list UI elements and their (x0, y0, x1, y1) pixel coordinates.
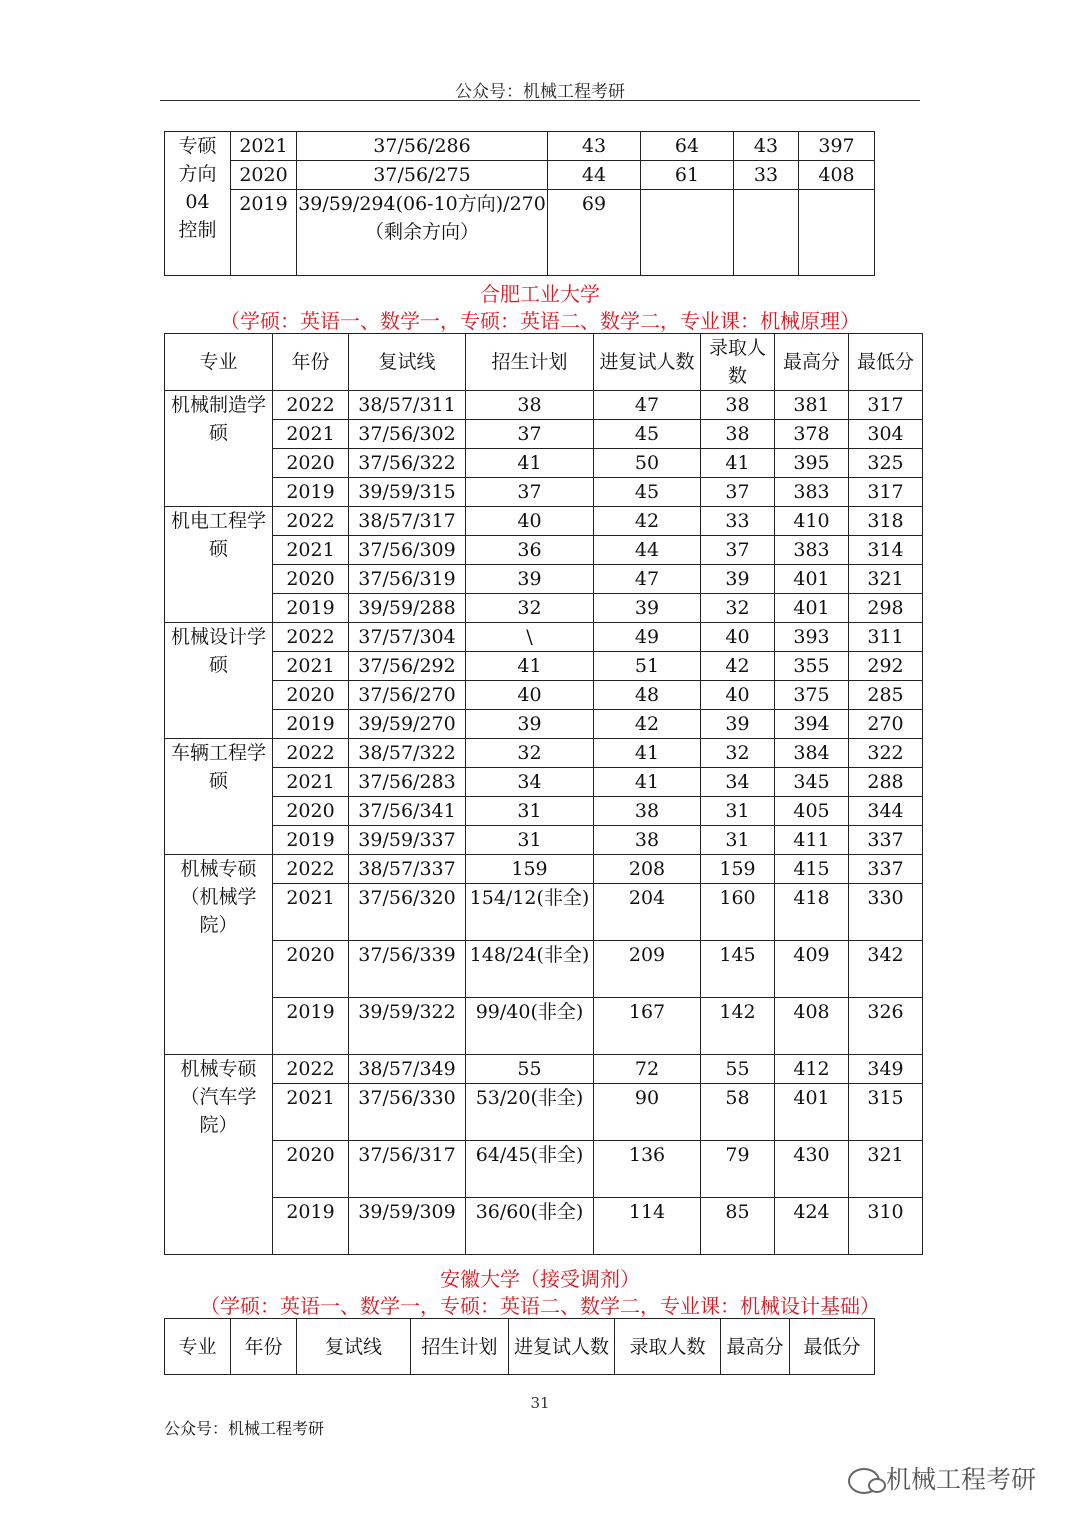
table-cell: 394 (775, 710, 849, 739)
table-cell: 37/56/286 (297, 132, 548, 161)
table-cell: 408 (775, 998, 849, 1055)
header-cell: 录取人数 (701, 334, 775, 391)
table-cell: 270 (849, 710, 923, 739)
header-cell: 专业 (165, 1319, 231, 1375)
table-cell: 349 (849, 1055, 923, 1084)
table-row (165, 507, 923, 536)
table-cell: 411 (775, 826, 849, 855)
table-cell: 39 (701, 565, 775, 594)
table-cell: 418 (775, 884, 849, 941)
table-cell: 37/56/339 (349, 941, 466, 998)
table-cell: 31 (701, 797, 775, 826)
table-cell: 38/57/322 (349, 739, 466, 768)
table-cell: 298 (849, 594, 923, 623)
table-cell: 50 (594, 449, 701, 478)
table-cell: 2021 (273, 420, 349, 449)
table-cell: 145 (701, 941, 775, 998)
table-cell: 2019 (273, 478, 349, 507)
table-cell: 330 (849, 884, 923, 941)
table-cell: 2019 (231, 190, 297, 276)
table-cell: 142 (701, 998, 775, 1055)
table-row (165, 710, 923, 739)
table-cell: 37/57/304 (349, 623, 466, 652)
table-cell: 32 (466, 739, 594, 768)
table-cell: 395 (775, 449, 849, 478)
table-row (165, 826, 923, 855)
header-cell: 年份 (231, 1319, 297, 1375)
header-cell: 最低分 (790, 1319, 875, 1375)
table-cell: 424 (775, 1198, 849, 1255)
table-cell: 36/60(非全) (466, 1198, 594, 1255)
table-cell: 2019 (273, 998, 349, 1055)
header-rule (160, 100, 920, 101)
table-cell: 37/56/283 (349, 768, 466, 797)
major-cell: 机械专硕（机械学院） (165, 855, 273, 1055)
table-cell: 2021 (273, 536, 349, 565)
top-table (164, 131, 875, 276)
table-cell: 159 (466, 855, 594, 884)
table-cell: 41 (466, 449, 594, 478)
table-cell: 2020 (231, 161, 297, 190)
table-cell: 405 (775, 797, 849, 826)
table-cell: 79 (701, 1141, 775, 1198)
table-cell: 2022 (273, 1055, 349, 1084)
table-cell: 2019 (273, 1198, 349, 1255)
major-label-line: 控制 (178, 219, 217, 241)
table-cell: 2021 (273, 1084, 349, 1141)
table-cell: 397 (799, 132, 875, 161)
table-cell: 45 (594, 478, 701, 507)
table-cell: 285 (849, 681, 923, 710)
table-cell: 38/57/311 (349, 391, 466, 420)
table-cell: 342 (849, 941, 923, 998)
table-row (165, 1141, 923, 1198)
table-cell: 209 (594, 941, 701, 998)
table-cell: 38 (466, 391, 594, 420)
table-cell: 2022 (273, 507, 349, 536)
table-cell: 31 (466, 797, 594, 826)
table-cell: 378 (775, 420, 849, 449)
table-cell: 412 (775, 1055, 849, 1084)
major-cell: 车辆工程学硕 (165, 739, 273, 855)
table-cell: 39 (594, 594, 701, 623)
table-cell: 37 (466, 478, 594, 507)
table-row (165, 1198, 923, 1255)
table-cell: 69 (548, 190, 641, 276)
table-cell: 44 (548, 161, 641, 190)
table-cell: 37/56/270 (349, 681, 466, 710)
table-cell: 315 (849, 1084, 923, 1141)
table-cell: 39/59/309 (349, 1198, 466, 1255)
table-cell: 39 (466, 710, 594, 739)
table-cell: \ (466, 623, 594, 652)
table-row (165, 941, 923, 998)
table-cell: 32 (466, 594, 594, 623)
table-row (165, 449, 923, 478)
table-cell: 136 (594, 1141, 701, 1198)
table-cell: 38 (594, 826, 701, 855)
table-cell: 41 (466, 652, 594, 681)
table-cell: 37/56/320 (349, 884, 466, 941)
table-cell: 39/59/288 (349, 594, 466, 623)
ahu-title: 安徽大学（接受调剂） (440, 1267, 640, 1291)
table-cell: 37/56/322 (349, 449, 466, 478)
table-cell: 2019 (273, 594, 349, 623)
table-cell: 85 (701, 1198, 775, 1255)
table-cell: 321 (849, 565, 923, 594)
table-row (165, 652, 923, 681)
table-cell: 37/56/309 (349, 536, 466, 565)
header-cell: 进复试人数 (594, 334, 701, 391)
table-cell: 2021 (273, 652, 349, 681)
table-row (165, 161, 875, 190)
table-cell: 41 (594, 739, 701, 768)
table-row (165, 768, 923, 797)
table-row (165, 391, 923, 420)
table-cell (799, 190, 875, 276)
major-cell: 机械制造学硕 (165, 391, 273, 507)
header-cell: 年份 (273, 334, 349, 391)
table-cell: 34 (701, 768, 775, 797)
table-cell: 37 (701, 536, 775, 565)
table-cell: 318 (849, 507, 923, 536)
table-cell: 38/57/317 (349, 507, 466, 536)
table-cell: 2020 (273, 1141, 349, 1198)
table-cell: 311 (849, 623, 923, 652)
table-cell: 2021 (273, 884, 349, 941)
table-cell: 47 (594, 565, 701, 594)
header-cell: 录取人数 (615, 1319, 721, 1375)
table-cell: 37 (701, 478, 775, 507)
table-cell: 42 (594, 507, 701, 536)
table-cell (734, 190, 799, 276)
table-cell: 208 (594, 855, 701, 884)
table-cell: 384 (775, 739, 849, 768)
page-number: 31 (530, 1394, 550, 1412)
table-cell: 38 (594, 797, 701, 826)
table-cell: 381 (775, 391, 849, 420)
table-cell: 2022 (273, 623, 349, 652)
table-cell: 2022 (273, 391, 349, 420)
table-cell: 64/45(非全) (466, 1141, 594, 1198)
table-cell: 40 (701, 623, 775, 652)
table-cell: 58 (701, 1084, 775, 1141)
table-cell: 292 (849, 652, 923, 681)
table-cell: 393 (775, 623, 849, 652)
table-row (165, 132, 875, 161)
table-cell: 325 (849, 449, 923, 478)
table-cell: 2019 (273, 826, 349, 855)
table-cell: 37/56/319 (349, 565, 466, 594)
table-cell: 2022 (273, 739, 349, 768)
table-cell: 64 (641, 132, 734, 161)
table-cell: 38 (701, 391, 775, 420)
major-cell: 机电工程学硕 (165, 507, 273, 623)
table-cell: 61 (641, 161, 734, 190)
table-row (165, 478, 923, 507)
table-cell: 2020 (273, 565, 349, 594)
table-cell: 430 (775, 1141, 849, 1198)
table-cell: 322 (849, 739, 923, 768)
table-cell: 38/57/337 (349, 855, 466, 884)
table-cell: 2020 (273, 941, 349, 998)
table-cell: 39/59/294(06-10方向)/270（剩余方向） (297, 190, 548, 276)
table-cell: 33 (701, 507, 775, 536)
page-header: 公众号：机械工程考研 (455, 82, 625, 102)
table-cell: 90 (594, 1084, 701, 1141)
table-cell: 37/56/275 (297, 161, 548, 190)
table-cell: 53/20(非全) (466, 1084, 594, 1141)
ahu-subtitle: （学硕：英语一、数学一，专硕：英语二、数学二，专业课：机械设计基础） (200, 1294, 880, 1318)
major-cell (165, 132, 231, 276)
table-cell: 304 (849, 420, 923, 449)
table-cell: 401 (775, 1084, 849, 1141)
table-cell: 39 (466, 565, 594, 594)
table-row (165, 594, 923, 623)
table-cell: 39/59/270 (349, 710, 466, 739)
header-cell: 专业 (165, 334, 273, 391)
table-cell: 41 (701, 449, 775, 478)
table-cell: 2020 (273, 681, 349, 710)
table-cell: 383 (775, 536, 849, 565)
table-cell: 41 (594, 768, 701, 797)
table-cell: 39 (701, 710, 775, 739)
table-cell: 2022 (273, 855, 349, 884)
table-cell: 45 (594, 420, 701, 449)
table-cell: 43 (734, 132, 799, 161)
table-cell: 39/59/337 (349, 826, 466, 855)
table-cell: 37/56/302 (349, 420, 466, 449)
major-label-line: 专硕 (178, 135, 217, 157)
table-cell: 37/56/292 (349, 652, 466, 681)
table-cell: 36 (466, 536, 594, 565)
header-cell: 最高分 (775, 334, 849, 391)
table-cell: 317 (849, 478, 923, 507)
table-cell: 345 (775, 768, 849, 797)
table-cell: 47 (594, 391, 701, 420)
hfut-table (164, 333, 923, 1255)
header-cell: 进复试人数 (509, 1319, 615, 1375)
table-cell: 410 (775, 507, 849, 536)
table-cell: 42 (701, 652, 775, 681)
header-cell: 最高分 (721, 1319, 790, 1375)
watermark-text: 机械工程考研 (886, 1465, 1037, 1494)
table-cell: 40 (466, 507, 594, 536)
table-cell: 72 (594, 1055, 701, 1084)
table-row (165, 190, 875, 276)
table-cell: 38/57/349 (349, 1055, 466, 1084)
wechat-icon (848, 1468, 880, 1494)
table-cell: 40 (701, 681, 775, 710)
table-cell: 160 (701, 884, 775, 941)
table-cell: 33 (734, 161, 799, 190)
table-cell: 42 (594, 710, 701, 739)
table-cell: 39/59/315 (349, 478, 466, 507)
major-cell: 机械设计学硕 (165, 623, 273, 739)
table-cell: 2020 (273, 797, 349, 826)
table-cell: 48 (594, 681, 701, 710)
table-cell: 337 (849, 826, 923, 855)
table-cell: 148/24(非全) (466, 941, 594, 998)
table-cell: 37 (466, 420, 594, 449)
table-cell: 38 (701, 420, 775, 449)
table-cell: 43 (548, 132, 641, 161)
table-row (165, 623, 923, 652)
table-cell: 317 (849, 391, 923, 420)
table-cell: 99/40(非全) (466, 998, 594, 1055)
table-cell: 51 (594, 652, 701, 681)
table-row (165, 420, 923, 449)
header-cell: 招生计划 (466, 334, 594, 391)
major-cell: 机械专硕（汽车学院） (165, 1055, 273, 1255)
table-cell: 31 (466, 826, 594, 855)
table-cell: 383 (775, 478, 849, 507)
table-cell: 31 (701, 826, 775, 855)
header-cell: 复试线 (297, 1319, 411, 1375)
table-row (165, 1084, 923, 1141)
table-cell: 167 (594, 998, 701, 1055)
table-cell: 344 (849, 797, 923, 826)
table-cell: 401 (775, 594, 849, 623)
table-cell: 337 (849, 855, 923, 884)
table-cell: 40 (466, 681, 594, 710)
table-cell (641, 190, 734, 276)
table-cell: 39/59/322 (349, 998, 466, 1055)
table-row (165, 998, 923, 1055)
table-cell: 34 (466, 768, 594, 797)
table-row (165, 797, 923, 826)
table-cell: 288 (849, 768, 923, 797)
table-cell: 55 (466, 1055, 594, 1084)
table-cell: 32 (701, 739, 775, 768)
table-cell: 375 (775, 681, 849, 710)
table-cell: 37/56/317 (349, 1141, 466, 1198)
table-cell: 204 (594, 884, 701, 941)
table-row (165, 1055, 923, 1084)
table-row (165, 739, 923, 768)
header-cell: 招生计划 (411, 1319, 509, 1375)
table-cell: 314 (849, 536, 923, 565)
table-row (165, 681, 923, 710)
ahu-table (164, 1318, 875, 1375)
table-cell: 326 (849, 998, 923, 1055)
major-label-line: 方向 (178, 163, 217, 185)
table-cell: 401 (775, 565, 849, 594)
table-cell: 2021 (231, 132, 297, 161)
table-cell: 114 (594, 1198, 701, 1255)
table-cell: 355 (775, 652, 849, 681)
table-cell: 2020 (273, 449, 349, 478)
table-cell: 2019 (273, 710, 349, 739)
table-cell: 409 (775, 941, 849, 998)
table-cell: 154/12(非全) (466, 884, 594, 941)
table-cell: 408 (799, 161, 875, 190)
page-footer: 公众号：机械工程考研 (164, 1419, 325, 1438)
table-cell: 55 (701, 1055, 775, 1084)
table-cell: 49 (594, 623, 701, 652)
table-cell: 44 (594, 536, 701, 565)
table-row (165, 536, 923, 565)
header-cell: 最低分 (849, 334, 923, 391)
table-row (165, 855, 923, 884)
table-cell: 310 (849, 1198, 923, 1255)
table-cell: 2021 (273, 768, 349, 797)
table-cell: 32 (701, 594, 775, 623)
table-row (165, 565, 923, 594)
header-cell: 复试线 (349, 334, 466, 391)
table-row (165, 884, 923, 941)
table-cell: 159 (701, 855, 775, 884)
hfut-title: 合肥工业大学 (480, 282, 600, 306)
hfut-subtitle: （学硕：英语一、数学一，专硕：英语二、数学二，专业课：机械原理） (220, 309, 860, 333)
table-cell: 321 (849, 1141, 923, 1198)
table-cell: 37/56/330 (349, 1084, 466, 1141)
major-label-line: 04 (185, 191, 210, 213)
table-cell: 37/56/341 (349, 797, 466, 826)
table-cell: 415 (775, 855, 849, 884)
wechat-watermark (848, 1460, 1036, 1496)
